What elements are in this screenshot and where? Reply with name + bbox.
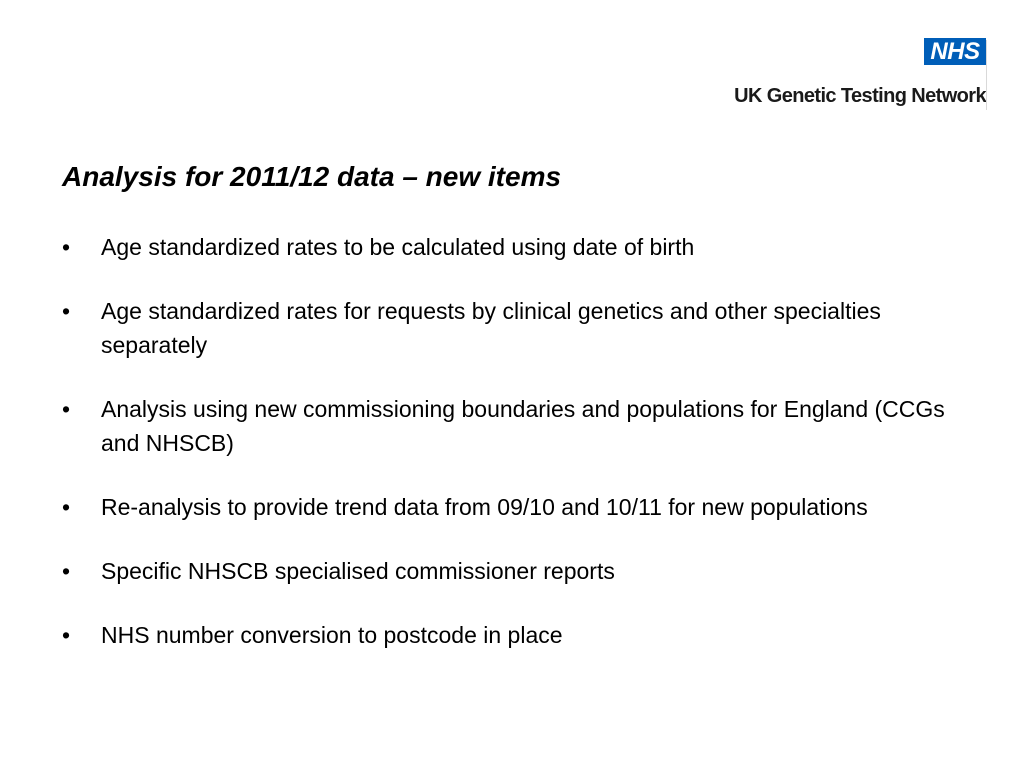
bullet-text: Specific NHSCB specialised commissioner reports (101, 558, 615, 584)
network-name: UK Genetic Testing Network (734, 85, 986, 107)
bullet-text: Age standardized rates to be calculated using date of birth (101, 234, 695, 260)
bullet-point-icon: • (62, 298, 71, 324)
bullet-list (62, 230, 962, 652)
bullet-item (62, 618, 962, 652)
nhs-logo (703, 36, 988, 112)
bullet-point-icon: • (62, 234, 71, 260)
bullet-text: Age standardized rates for requests by clinical genetics and other specialties separately (101, 298, 881, 358)
bullet-point-icon: • (62, 622, 71, 648)
bullet-text: Analysis using new commissioning boundaries and populations for England (CCGs and NHSCB) (101, 396, 945, 456)
slide-title: Analysis for 2011/12 data – new items (62, 161, 562, 192)
logo-divider (986, 40, 987, 110)
bullet-item (62, 490, 962, 524)
bullet-text: NHS number conversion to postcode in place (101, 622, 563, 648)
bullet-item (62, 392, 962, 460)
bullet-point-icon: • (62, 494, 71, 520)
bullet-item (62, 554, 962, 588)
bullet-point-icon: • (62, 396, 71, 422)
nhs-badge: NHS (924, 38, 986, 65)
bullet-item (62, 294, 962, 362)
bullet-text: Re-analysis to provide trend data from 09/10 and 10/11 for new populations (101, 494, 868, 520)
bullet-item (62, 230, 962, 264)
bullet-point-icon: • (62, 558, 71, 584)
